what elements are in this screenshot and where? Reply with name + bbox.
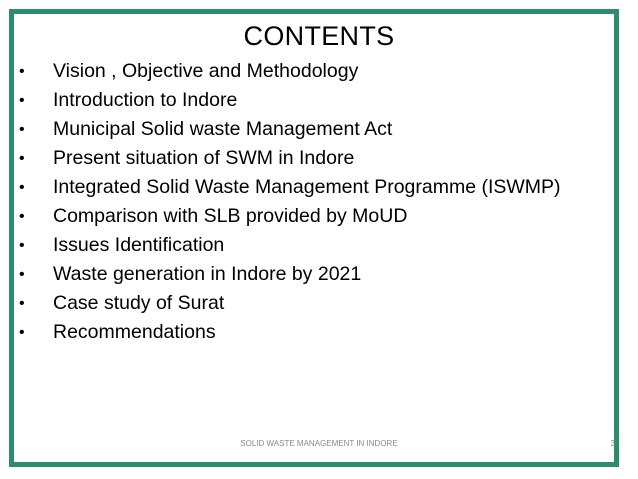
list-item-text: Issues Identification: [53, 234, 225, 256]
list-item-text: Municipal Solid waste Management Act: [53, 118, 393, 140]
list-item-text: Present situation of SWM in Indore: [53, 147, 355, 169]
list-item: [17, 233, 577, 258]
bullet-icon: •: [19, 266, 25, 283]
bullet-icon: •: [19, 237, 25, 254]
list-item: [17, 175, 577, 200]
bullet-icon: •: [19, 121, 25, 138]
list-item-text: Comparison with SLB provided by MoUD: [53, 205, 408, 227]
contents-list: [17, 59, 577, 349]
list-item-text: Waste generation in Indore by 2021: [53, 263, 362, 285]
bullet-icon: •: [19, 324, 25, 341]
bullet-icon: •: [19, 179, 25, 196]
slide-title: CONTENTS: [243, 21, 395, 51]
list-item: [17, 146, 577, 171]
list-item-text: Integrated Solid Waste Management Programme (ISWMP): [53, 176, 561, 198]
bullet-icon: •: [19, 150, 25, 167]
list-item: [17, 320, 577, 345]
page-number: 3: [610, 439, 615, 448]
bullet-icon: •: [19, 63, 25, 80]
list-item: [17, 117, 577, 142]
list-item-text: Introduction to Indore: [53, 89, 238, 111]
bullet-icon: •: [19, 295, 25, 312]
slide-footer: SOLID WASTE MANAGEMENT IN INDORE: [240, 439, 398, 448]
list-item-text: Vision , Objective and Methodology: [53, 60, 359, 82]
bullet-icon: •: [19, 208, 25, 225]
list-item-text: Recommendations: [53, 321, 216, 343]
list-item: [17, 59, 577, 84]
list-item: [17, 88, 577, 113]
list-item: [17, 262, 577, 287]
bullet-icon: •: [19, 92, 25, 109]
list-item: [17, 291, 577, 316]
list-item: [17, 204, 577, 229]
list-item-text: Case study of Surat: [53, 292, 225, 314]
